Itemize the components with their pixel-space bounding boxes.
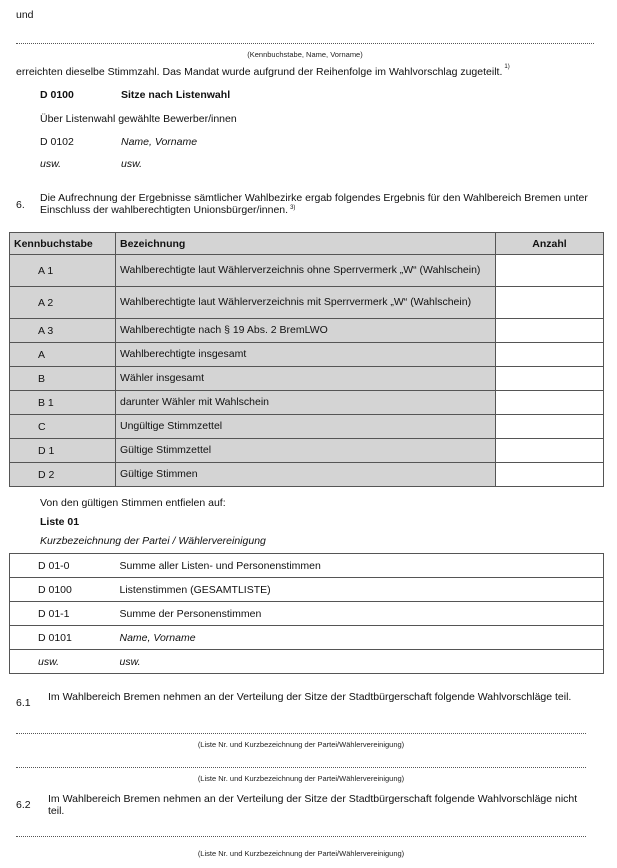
equal-votes-text [16, 66, 606, 78]
results-header-row [10, 233, 604, 255]
d0102-code: D 0102 [40, 136, 74, 148]
results-table [9, 232, 604, 487]
table-row [10, 626, 604, 650]
row-label: Wähler insgesamt [116, 367, 496, 391]
header-kennbuchstabe: Kennbuchstabe [10, 233, 116, 255]
section61-fill-line-2 [16, 767, 586, 768]
top-word: und [16, 9, 34, 21]
section6-footnote: 3) [290, 205, 296, 211]
section61-caption-2: (Liste Nr. und Kurzbezeichnung der Partei/Wählervereinigung) [197, 774, 405, 783]
row-code: D 1 [10, 439, 116, 463]
row-amount-field[interactable] [496, 287, 604, 319]
liste-title: Liste 01 [40, 516, 80, 528]
row-code: A 1 [10, 255, 116, 287]
table-row [10, 554, 604, 578]
section61-caption-1: (Liste Nr. und Kurzbezeichnung der Partei/Wählervereinigung) [197, 740, 405, 749]
row-code: D 0100 [10, 578, 116, 602]
row-code: D 0101 [10, 626, 116, 650]
row-code: C [10, 415, 116, 439]
row-amount-field[interactable] [496, 415, 604, 439]
table-row [10, 287, 604, 319]
valid-votes-intro: Von den gültigen Stimmen entfielen auf: [40, 497, 226, 509]
table-row [10, 255, 604, 287]
row-amount-field[interactable] [496, 367, 604, 391]
table-row [10, 391, 604, 415]
table-row [10, 463, 604, 487]
section62-number: 6.2 [16, 799, 31, 811]
d0100-title: Sitze nach Listenwahl [121, 89, 231, 101]
equal-votes-footnote: 1) [504, 64, 510, 70]
row-code: B 1 [10, 391, 116, 415]
row-label: Name, Vorname [116, 626, 604, 650]
usw-value: usw. [121, 158, 143, 170]
table-row [10, 602, 604, 626]
row-label: Wahlberechtigte laut Wählerverzeichnis ohne Sperrvermerk „W“ (Wahlschein) [116, 255, 496, 287]
row-label: Wahlberechtigte laut Wählerverzeichnis mit Sperrvermerk „W“ (Wahlschein) [116, 287, 496, 319]
row-label: Gültige Stimmen [116, 463, 496, 487]
row-label: Gültige Stimmzettel [116, 439, 496, 463]
row-code: usw. [10, 650, 116, 674]
table-row [10, 343, 604, 367]
table-row [10, 578, 604, 602]
row-amount-field[interactable] [496, 255, 604, 287]
name-caption: (Kennbuchstabe, Name, Vorname) [247, 50, 363, 59]
table-row [10, 439, 604, 463]
list-table [9, 553, 604, 674]
row-label: usw. [116, 650, 604, 674]
row-amount-field[interactable] [496, 319, 604, 343]
row-code: A [10, 343, 116, 367]
table-row [10, 650, 604, 674]
party-short-label: Kurzbezeichnung der Partei / Wählervereinigung [40, 535, 266, 547]
section6-text [40, 192, 595, 216]
row-label: Summe der Personenstimmen [116, 602, 604, 626]
header-bezeichnung: Bezeichnung [116, 233, 496, 255]
row-label: Listenstimmen (GESAMTLISTE) [116, 578, 604, 602]
row-label: Wahlberechtigte insgesamt [116, 343, 496, 367]
row-code: D 2 [10, 463, 116, 487]
table-row [10, 415, 604, 439]
row-code: D 01-0 [10, 554, 116, 578]
section62-caption-1: (Liste Nr. und Kurzbezeichnung der Partei/Wählervereinigung) [197, 849, 405, 858]
row-amount-field[interactable] [496, 439, 604, 463]
list-elected-label: Über Listenwahl gewählte Bewerber/innen [40, 113, 237, 125]
section62-fill-line-1 [16, 836, 586, 837]
row-label: Wahlberechtigte nach § 19 Abs. 2 BremLWO [116, 319, 496, 343]
section6-number: 6. [16, 199, 25, 211]
section62-text: Im Wahlbereich Bremen nehmen an der Verteilung der Sitze der Stadtbürgerschaft folgende Wahlvorschläge nicht teil. [48, 793, 578, 817]
section61-number: 6.1 [16, 697, 31, 709]
row-code: D 01-1 [10, 602, 116, 626]
row-code: A 3 [10, 319, 116, 343]
section6-sentence: Die Aufrechnung der Ergebnisse sämtlicher Wahlbezirke ergab folgendes Ergebnis für den Wahlbereich Bremen unter Einschluss der wahlberechtigten Unionsbürger/innen. [40, 192, 588, 216]
table-row [10, 319, 604, 343]
section61-fill-line-1 [16, 733, 586, 734]
row-amount-field[interactable] [496, 391, 604, 415]
row-code: A 2 [10, 287, 116, 319]
row-amount-field[interactable] [496, 343, 604, 367]
row-code: B [10, 367, 116, 391]
equal-votes-sentence: erreichten dieselbe Stimmzahl. Das Mandat wurde aufgrund der Reihenfolge im Wahlvorschlag zugeteilt. [16, 66, 503, 78]
row-label: darunter Wähler mit Wahlschein [116, 391, 496, 415]
row-label: Summe aller Listen- und Personenstimmen [116, 554, 604, 578]
row-label: Ungültige Stimmzettel [116, 415, 496, 439]
table-row [10, 367, 604, 391]
row-amount-field[interactable] [496, 463, 604, 487]
section61-text: Im Wahlbereich Bremen nehmen an der Verteilung der Sitze der Stadtbürgerschaft folgende Wahlvorschläge teil. [48, 691, 572, 703]
usw-code: usw. [40, 158, 62, 170]
header-anzahl: Anzahl [496, 233, 604, 255]
d0102-value: Name, Vorname [121, 136, 198, 148]
d0100-code: D 0100 [40, 89, 74, 101]
name-fill-line [16, 43, 594, 44]
